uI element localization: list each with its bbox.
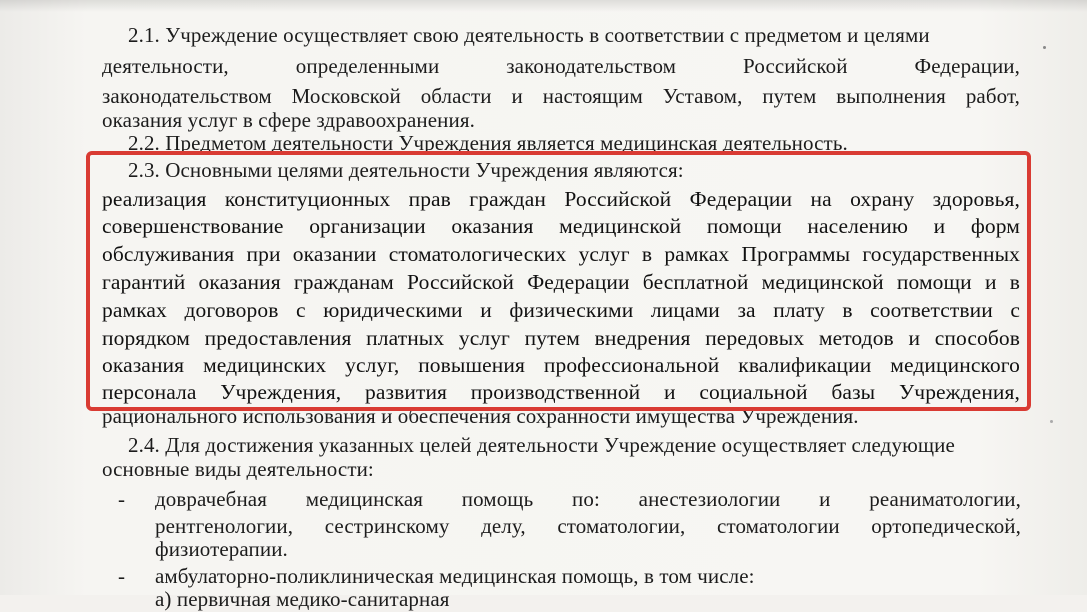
scan-speck: [1043, 46, 1046, 49]
bullet2-line: амбулаторно-поликлиническая медицинская помощь, в том числе:: [155, 564, 755, 588]
bullet1-line-3: физиотерапии.: [155, 537, 288, 561]
p24-line-2: основные виды деятельности:: [102, 457, 374, 481]
p23-heading: 2.3. Основными целями деятельности Учреждения являются:: [128, 158, 684, 182]
page-shadow: [0, 0, 1087, 12]
p22-line: 2.2. Предметом деятельности Учреждения является медицинская деятельность.: [128, 131, 848, 155]
p24-line-1: 2.4. Для достижения указанных целей деятельности Учреждение осуществляет следующие: [128, 433, 955, 457]
p23-line-5: рамках договоров с юридическими и физическими лицами за плату в соответствии с: [102, 298, 1020, 322]
bullet-marker-2: -: [118, 564, 125, 588]
bullet1-line-2: рентгенологии, сестринскому делу, стоматологии, стоматологии ортопедической,: [155, 514, 1021, 538]
p21-line-3: законодательством Московской области и настоящим Уставом, путем выполнения работ,: [102, 84, 1020, 108]
p23-line-7: оказания медицинских услуг, повышения профессиональной квалификации медицинского: [102, 353, 1020, 377]
p21-line-4: оказания услуг в сфере здравоохранения.: [102, 108, 475, 132]
p21-line-1: 2.1. Учреждение осуществляет свою деятельность в соответствии с предметом и целями: [128, 23, 930, 47]
p23-line-6: порядком предоставления платных услуг путем внедрения передовых методов и способов: [102, 326, 1020, 350]
p23-line-3: обслуживания при оказании стоматологических услуг в рамках Программы государственных: [102, 242, 1020, 266]
p23-line-1: реализация конституционных прав граждан Российской Федерации на охрану здоровья,: [102, 187, 1020, 211]
sub-a-line: а) первичная медико-санитарная: [155, 587, 450, 611]
highlight-annotation-box: [86, 151, 1031, 411]
p23-line-2: совершенствование организации оказания медицинской помощи населению и форм: [102, 214, 1020, 238]
p21-line-2: деятельности, определенными законодательством Российской Федерации,: [102, 54, 1020, 78]
bullet1-line-1: доврачебная медицинская помощь по: анестезиологии и реаниматологии,: [155, 487, 1021, 511]
p23-line-4: гарантий оказания гражданам Российской Федерации бесплатной медицинской помощи и в: [102, 270, 1020, 294]
scan-speck: [1050, 420, 1053, 423]
p23-line-8: персонала Учреждения, развития производственной и социальной базы Учреждения,: [102, 380, 1020, 404]
p23-line-9: рационального использования и обеспечения сохранности имущества Учреждения.: [102, 404, 859, 428]
bullet-marker-1: -: [118, 487, 125, 511]
